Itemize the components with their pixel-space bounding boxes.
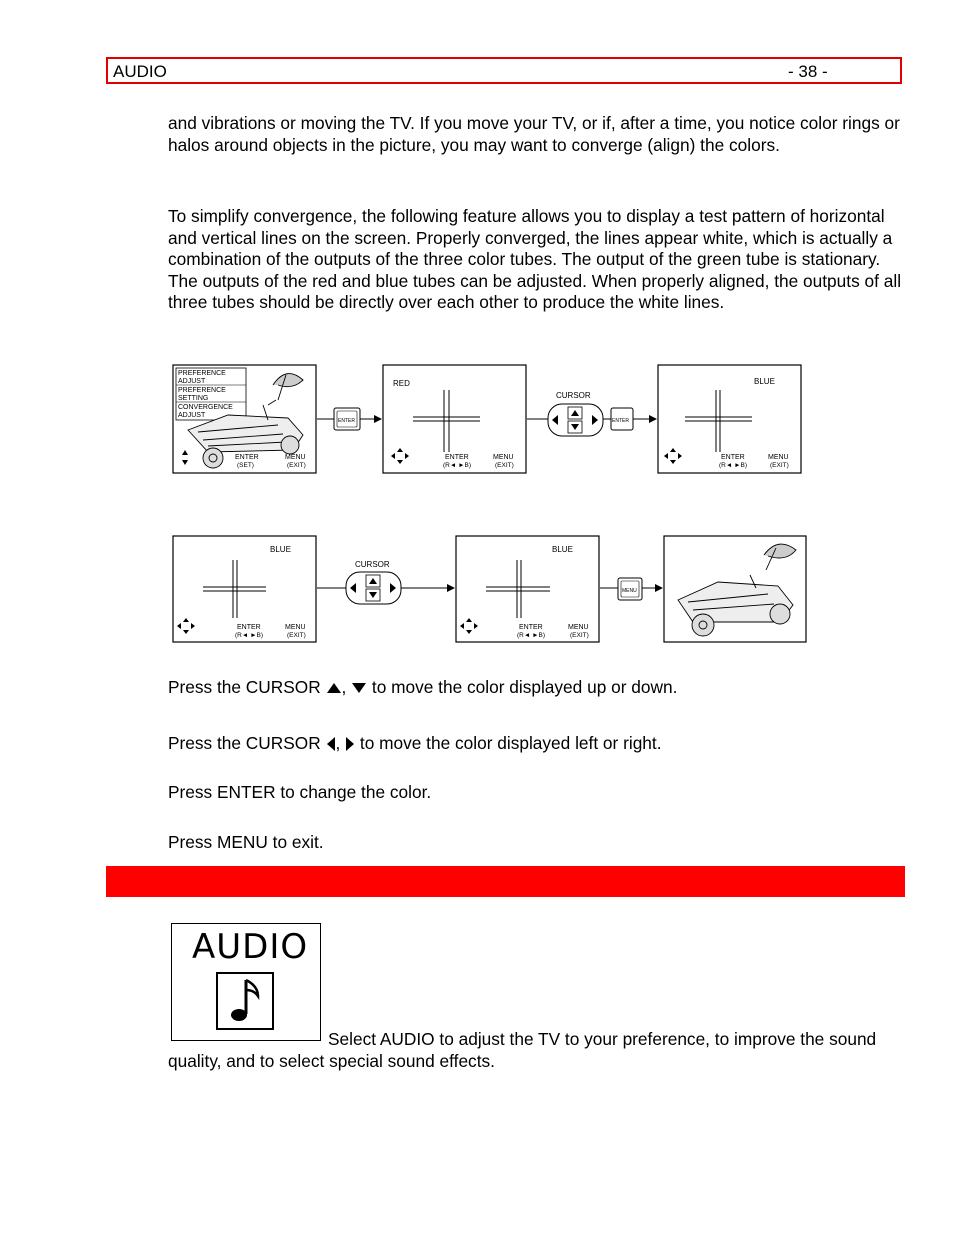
enter-button-label: ENTER [612,418,629,424]
arrow-right-icon [345,736,355,752]
header-section: AUDIO [113,62,167,81]
menu-label: MENU [285,454,306,461]
enter-label: ENTER [445,454,469,461]
section-divider-bar [106,866,905,897]
cursor-label: CURSOR [355,560,390,569]
screen-blue-2 [173,536,316,642]
red-label: RED [393,379,410,388]
screen-vehicle [664,536,806,642]
rb-label: (R◄ ►B) [235,632,264,639]
enter-label: ENTER [237,624,261,631]
enter-label: ENTER [721,454,745,461]
menu-instruction: Press MENU to exit. [168,832,324,852]
text-part: to move the color displayed left or right. [355,733,662,753]
paragraph-2: To simplify convergence, the following feature allows you to display a test pattern of horizontal and vertical lines on the screen. Properly converged, the lines appear white, which is actually a combination of the outputs of the three color tubes. The output of the green tube is stationary. The outputs of the red and blue tubes can be adjusted. When properly aligned, the outputs of all three tubes should be directly over each other to produce the white lines. [168,206,902,312]
rb-label: (R◄ ►B) [517,632,546,639]
cursor-up-down-instruction [168,677,903,699]
audio-icon-title: AUDIO [192,927,309,967]
rb-label: (R◄ ►B) [719,462,748,469]
exit-label: (EXIT) [495,462,514,469]
screen-menu [173,365,316,473]
screen-red [383,365,526,473]
exit-label: (EXIT) [570,632,589,639]
rb-label: (R◄ ►B) [443,462,472,469]
cursor-left-right-instruction [168,733,903,755]
enter-instruction: Press ENTER to change the color. [168,782,432,802]
screen-blue-3 [456,536,599,642]
menu-item-5: CONVERGENCE [178,404,233,411]
text-part: Press the CURSOR [168,677,326,697]
blue-label: BLUE [552,545,573,554]
exit-label: (EXIT) [287,632,306,639]
menu-item-4: SETTING [178,395,209,402]
set-label: (SET) [237,462,254,469]
menu-item-2: ADJUST [178,378,206,385]
menu-item-6: ADJUST [178,412,206,419]
enter-label: ENTER [235,454,259,461]
audio-menu-icon [171,923,321,1041]
menu-button-label: MENU [622,588,637,594]
menu-label: MENU [493,454,514,461]
text-part: , [341,677,352,697]
exit-label: (EXIT) [770,462,789,469]
blue-label: BLUE [270,545,291,554]
text-part: , [335,733,346,753]
menu-label: MENU [768,454,789,461]
screen-blue-1 [658,365,801,473]
enter-label: ENTER [519,624,543,631]
menu-item-3: PREFERENCE [178,387,226,394]
text-part: to move the color displayed up or down. [367,677,678,697]
arrow-up-icon [326,681,342,695]
page-header [106,57,902,84]
exit-label: (EXIT) [287,462,306,469]
arrow-left-icon [326,736,336,752]
text-part: Press the CURSOR [168,733,326,753]
enter-button-label: ENTER [338,418,355,424]
menu-item-1: PREFERENCE [178,370,226,377]
cursor-pad-icon [346,572,401,604]
arrow-down-icon [351,681,367,695]
paragraph-1: and vibrations or moving the TV. If you move your TV, or if, after a time, you notice color rings or halos around objects in the picture, you may want to converge (align) the colors. [168,113,900,155]
menu-label: MENU [568,624,589,631]
cursor-pad-icon [548,404,603,436]
music-note-icon [216,972,274,1030]
cursor-label: CURSOR [556,391,591,400]
menu-label: MENU [285,624,306,631]
convergence-diagram [168,360,813,650]
blue-label: BLUE [754,377,775,386]
audio-description: Select AUDIO to adjust the TV to your preference, to improve the sound quality, and to select special sound effects. [168,1029,877,1071]
header-page-number: - 38 - [788,62,828,81]
